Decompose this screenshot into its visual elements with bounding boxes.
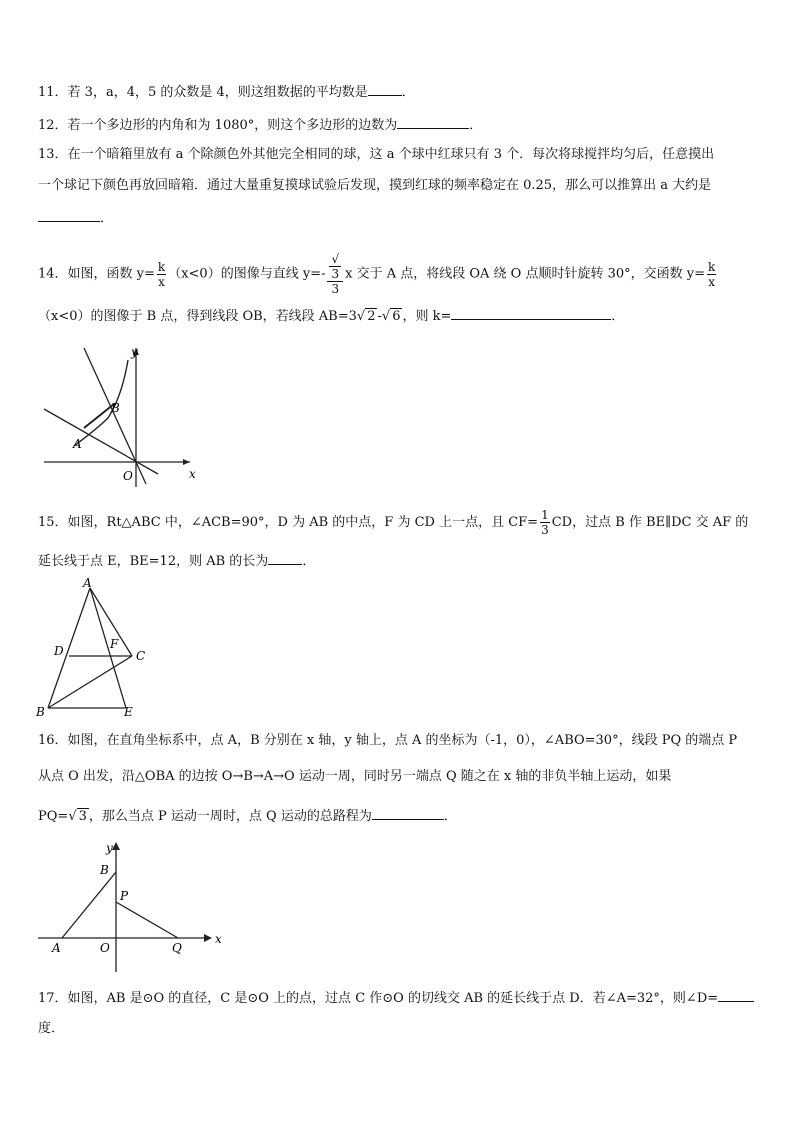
fig16-label-a: A	[52, 941, 61, 955]
q17-answer-blank[interactable]	[718, 988, 754, 1002]
q12-text: 12．若一个多边形的内角和为 1080°，则这个多边形的边数为	[38, 118, 398, 133]
question-13-line3	[38, 208, 113, 228]
q13-end: ．	[100, 211, 114, 226]
q14-p3: x 交于 A 点，将线段 OA 绕 O 点顺时针旋转 30°，交函数 y=	[345, 266, 706, 282]
question-17-line1	[38, 988, 754, 1008]
fig16-label-y: y	[106, 841, 113, 855]
fig14-label-b: B	[111, 401, 120, 415]
question-14-line2	[38, 306, 624, 326]
fig14-label-x: x	[189, 467, 196, 481]
fig15-label-c: C	[136, 649, 146, 663]
sqrt-icon: √	[68, 809, 77, 824]
question-13-line2: 一个球记下颜色再放回暗箱．通过大量重复摸球试验后发现，摸到红球的频率稳定在 0.25，那么可以推算出 a 大约是	[38, 178, 712, 193]
q14-p2: （x<0）的图像与直线 y=-	[168, 266, 326, 282]
q15-fraction-1-over-3: $\frac{1}{3}$	[541, 508, 549, 537]
question-15-line1	[38, 508, 748, 538]
question-14-line1	[38, 252, 718, 296]
sqrt-icon: √	[381, 309, 391, 324]
question-16-line3	[38, 806, 457, 826]
fig16-label-p: P	[120, 889, 129, 903]
q14-end: ．	[611, 309, 625, 324]
q15-end: ．	[302, 554, 316, 569]
fig14-label-o: O	[123, 469, 133, 483]
q15-p1: 15．如图，Rt△ABC 中，∠ACB=90°，D 为 AB 的中点，F 为 CD 上一点，且 CF=	[38, 515, 539, 530]
sqrt-icon: √	[331, 252, 340, 266]
q12-answer-blank[interactable]	[397, 115, 469, 129]
q15-line2: 延长线于点 E，BE=12，则 AB 的长为	[38, 554, 269, 569]
q14-fraction-k-over-x-2: $\frac{k}{x}$	[708, 259, 716, 289]
fig15-label-d: D	[54, 644, 64, 658]
fig16-label-o: O	[100, 941, 110, 955]
q16-radicand: 3	[78, 809, 87, 824]
fig14-label-y: y	[131, 345, 138, 359]
fig15-label-b: B	[36, 705, 45, 719]
fig15-label-e: E	[124, 705, 133, 719]
question-11	[38, 82, 415, 102]
q14-line2-b: ，则 k=	[402, 309, 452, 324]
fig16-label-x: x	[215, 932, 222, 946]
question-16-line1: 16．如图，在直角坐标系中，点 A，B 分别在 x 轴，y 轴上，点 A 的坐标为（-1，0），∠ABO=30°，线段 PQ 的端点 P	[38, 733, 738, 748]
figure-16	[34, 838, 234, 978]
q11-end: ．	[401, 85, 415, 100]
q14-radicand-1: 2	[367, 309, 376, 324]
fig16-label-q: Q	[172, 941, 182, 955]
figure-14	[40, 342, 210, 492]
q11-answer-blank[interactable]	[368, 82, 402, 96]
q14-line2-a: （x<0）的图像于 B 点，得到线段 OB，若线段 AB=3	[38, 309, 357, 324]
q16-end: ．	[443, 809, 457, 824]
q14-answer-blank[interactable]	[451, 306, 611, 320]
q15-answer-blank[interactable]	[268, 551, 302, 565]
q14-fraction-sqrt3-over-3: √ 3 3	[327, 252, 343, 296]
fig14-label-a: A	[73, 437, 82, 451]
q11-text: 11．若 3，a，4，5 的众数是 4，则这组数据的平均数是	[38, 85, 368, 100]
question-15-line2	[38, 551, 315, 571]
sqrt-icon: √	[356, 309, 366, 324]
question-17-line2: 度．	[38, 1021, 65, 1036]
question-16-line2: 从点 O 出发，沿△OBA 的边按 O→B→A→O 运动一周，同时另一端点 Q 随之在 x 轴的非负半轴上运动，如果	[38, 769, 672, 784]
q17-text: 17．如图，AB 是⊙O 的直径，C 是⊙O 上的点，过点 C 作⊙O 的切线交 AB 的延长线于点 D．若∠A=32°，则∠D=	[38, 991, 719, 1006]
q12-end: ．	[469, 118, 483, 133]
q13-answer-blank[interactable]	[38, 208, 100, 222]
q16-line3-a: PQ=	[38, 809, 69, 824]
fig16-label-b: B	[100, 863, 109, 877]
figure-15	[34, 576, 154, 721]
fig15-label-a: A	[83, 576, 92, 590]
question-13-line1: 13．在一个暗箱里放有 a 个除颜色外其他完全相同的球，这 a 个球中红球只有 3 个．每次将球搅拌均匀后，任意摸出	[38, 147, 715, 162]
q14-fraction-k-over-x: $\frac{k}{x}$	[157, 259, 166, 289]
q16-answer-blank[interactable]	[372, 806, 444, 820]
q16-line3-b: ，那么当点 P 运动一周时，点 Q 运动的总路程为	[88, 809, 372, 824]
q14-radicand-2: 6	[392, 309, 401, 324]
fig15-label-f: F	[110, 637, 119, 651]
q15-p2: CD，过点 B 作 BE∥DC 交 AF 的	[551, 515, 749, 530]
question-12	[38, 115, 482, 135]
q14-minus: -	[377, 309, 382, 324]
q14-p1: 14．如图，函数 y=	[38, 266, 155, 282]
